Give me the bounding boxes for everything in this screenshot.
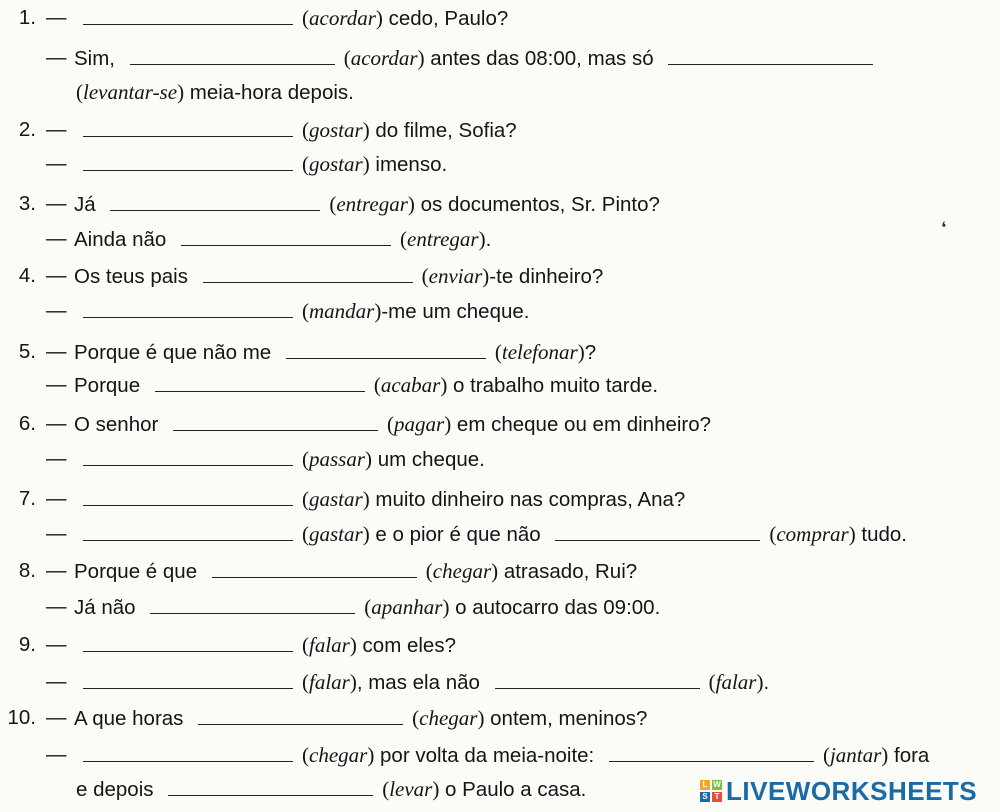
paren-close: ) (367, 743, 375, 767)
liveworksheets-logo-icon (700, 780, 722, 802)
verb-hint (495, 340, 585, 364)
answer-blank[interactable] (83, 650, 293, 652)
verb-infinitive: telefonar (501, 340, 578, 364)
line-content (74, 370, 658, 401)
exercise-line (0, 3, 1000, 33)
brand-text: LIVEWORKSHEETS (726, 775, 978, 806)
answer-blank[interactable] (83, 760, 293, 762)
paren-close: ) (177, 80, 185, 104)
exercise-line (0, 115, 1000, 145)
verb-infinitive: falar (309, 670, 350, 694)
paren-close: ) (374, 299, 382, 323)
verb-infinitive: chegar (419, 706, 478, 730)
paren-close: ) (444, 412, 452, 436)
paren-close: ) (478, 227, 486, 251)
line-content (74, 3, 508, 34)
verb-infinitive: falar (309, 633, 350, 657)
verb-hint (76, 80, 184, 104)
paren-close: ) (407, 192, 415, 216)
paren-open: ( (382, 777, 390, 801)
dialogue-dash: — (46, 670, 67, 693)
exercise-line (0, 43, 1000, 73)
answer-blank[interactable] (212, 576, 417, 578)
exercise-line (0, 224, 1000, 254)
dialogue-dash: — (46, 192, 67, 215)
answer-blank[interactable] (495, 687, 700, 689)
verb-infinitive: chegar (309, 743, 368, 767)
answer-blank[interactable] (83, 539, 293, 541)
sentence-text: Já (74, 193, 102, 216)
paren-close: ) (577, 340, 585, 364)
verb-hint (709, 670, 764, 694)
sentence-text: ontem, meninos? (484, 707, 648, 730)
paren-open: ( (822, 743, 830, 767)
exercise-number: 4. (18, 264, 36, 287)
paren-close: ) (756, 670, 764, 694)
sentence-text: O senhor (74, 413, 165, 436)
line-content (74, 484, 685, 515)
dialogue-dash: — (46, 340, 67, 363)
exercise-line (0, 667, 1000, 697)
sentence-text: muito dinheiro nas compras, Ana? (369, 488, 686, 511)
answer-blank[interactable] (609, 760, 814, 762)
verb-infinitive: enviar (428, 264, 483, 288)
verb-hint (302, 447, 372, 471)
verb-hint (769, 522, 855, 546)
line-content (74, 189, 660, 220)
verb-infinitive: levar (389, 777, 433, 801)
line-content (74, 592, 660, 623)
paren-open: ( (302, 299, 309, 323)
sentence-text: -me um cheque. (381, 300, 530, 323)
verb-infinitive: acordar (350, 46, 418, 70)
verb-hint (364, 595, 449, 619)
verb-hint (387, 412, 451, 436)
verb-hint (302, 670, 357, 694)
paren-close: ) (362, 487, 370, 511)
sentence-text: um cheque. (372, 448, 485, 471)
paren-open: ( (373, 373, 381, 397)
paren-open: ( (708, 670, 716, 694)
dialogue-dash: — (46, 373, 67, 396)
sentence-text: os documentos, Sr. Pinto? (414, 193, 660, 216)
sentence-text: meia-hora depois. (184, 81, 354, 104)
verb-infinitive: entregar (336, 192, 408, 216)
verb-infinitive: gostar (309, 152, 363, 176)
answer-blank[interactable] (198, 723, 403, 725)
answer-blank[interactable] (286, 357, 486, 359)
line-content (74, 556, 637, 587)
verb-hint (422, 264, 490, 288)
verb-infinitive: entregar (407, 227, 479, 251)
exercise-number: 7. (18, 487, 36, 510)
paren-open: ( (302, 670, 309, 694)
paren-close: ) (881, 743, 889, 767)
liveworksheets-logo (700, 774, 977, 808)
verb-hint (823, 743, 888, 767)
dialogue-dash: — (46, 633, 67, 656)
sentence-text: Porque é que (74, 560, 203, 583)
verb-infinitive: apanhar (371, 595, 443, 619)
paren-close: ) (362, 118, 370, 142)
exercise-line (0, 189, 1000, 219)
verb-hint (412, 706, 484, 730)
exercise-line (0, 484, 1000, 514)
exercise-number: 6. (18, 412, 36, 435)
verb-hint (382, 777, 439, 801)
sentence-text: o Paulo a casa. (439, 778, 587, 801)
dialogue-dash: — (46, 46, 67, 69)
dialogue-dash: — (46, 447, 67, 470)
logo-square: L (700, 780, 710, 790)
sentence-text: fora (888, 744, 930, 767)
line-content (74, 224, 491, 255)
exercise-line (0, 703, 1000, 733)
answer-blank[interactable] (83, 687, 293, 689)
dialogue-dash: — (46, 118, 67, 141)
sentence-text: Ainda não (74, 228, 173, 251)
paren-open: ( (421, 264, 429, 288)
answer-blank[interactable] (83, 464, 293, 466)
sentence-text: . (763, 671, 770, 694)
sentence-text: Sim, (74, 47, 121, 70)
paren-close: ) (442, 595, 450, 619)
verb-infinitive: jantar (829, 743, 882, 767)
exercise-line (0, 409, 1000, 439)
verb-hint (302, 633, 357, 657)
verb-infinitive: mandar (309, 299, 375, 323)
dialogue-dash: — (46, 706, 67, 729)
paren-open: ( (302, 6, 309, 30)
line-content (74, 519, 907, 550)
exercise-line (0, 592, 1000, 622)
line-content (74, 115, 517, 146)
line-content (74, 703, 647, 734)
sentence-text: Porque (74, 374, 146, 397)
exercise-number: 1. (18, 6, 36, 29)
verb-hint (302, 118, 370, 142)
line-content (74, 444, 485, 475)
verb-infinitive: falar (715, 670, 757, 694)
paren-close: ) (477, 706, 485, 730)
paren-open: ( (343, 46, 351, 70)
verb-infinitive: acordar (309, 6, 376, 30)
exercise-line (0, 630, 1000, 660)
line-content (74, 740, 929, 771)
verb-infinitive: chegar (432, 559, 492, 583)
paren-open: ( (425, 559, 433, 583)
line-content (76, 774, 586, 805)
answer-blank[interactable] (110, 209, 320, 211)
exercise-line (0, 370, 1000, 400)
sentence-text: antes das 08:00, mas só (424, 47, 660, 70)
line-content (74, 337, 596, 368)
answer-blank[interactable] (83, 169, 293, 171)
verb-hint (302, 152, 370, 176)
answer-blank[interactable] (555, 539, 760, 541)
paren-close: ) (432, 777, 440, 801)
verb-hint (302, 6, 383, 30)
verb-infinitive: comprar (776, 522, 849, 546)
sentence-text: , mas ela não (356, 671, 486, 694)
sentence-text: . (485, 228, 492, 251)
answer-blank[interactable] (155, 390, 365, 392)
dialogue-dash: — (46, 595, 67, 618)
paren-open: ( (302, 447, 309, 471)
verb-infinitive: gastar (309, 522, 363, 546)
dialogue-dash: — (46, 743, 67, 766)
exercise-line (0, 149, 1000, 179)
sentence-text: ? (584, 341, 597, 364)
paren-open: ( (400, 227, 408, 251)
exercise-line (0, 296, 1000, 326)
dialogue-dash: — (46, 412, 67, 435)
paren-close: ) (417, 46, 425, 70)
paren-open: ( (769, 522, 777, 546)
exercise-number: 10. (7, 706, 36, 729)
verb-hint (302, 522, 370, 546)
answer-blank[interactable] (203, 281, 413, 283)
paren-open: ( (76, 80, 83, 104)
verb-hint (302, 743, 374, 767)
exercise-number: 3. (18, 192, 36, 215)
dialogue-dash: — (46, 522, 67, 545)
sentence-text: cedo, Paulo? (382, 7, 509, 30)
line-content (74, 630, 456, 661)
sentence-text: o trabalho muito tarde. (447, 374, 659, 397)
sentence-text: Já não (74, 596, 142, 619)
line-content (74, 667, 769, 698)
verb-hint (426, 559, 498, 583)
paren-close: ) (375, 6, 383, 30)
line-content (74, 149, 447, 180)
exercise-line (0, 444, 1000, 474)
sentence-text: do filme, Sofia? (369, 119, 517, 142)
verb-infinitive: passar (309, 447, 366, 471)
verb-hint (302, 299, 381, 323)
line-content (74, 296, 529, 327)
scan-speck: ❛ (941, 220, 947, 237)
exercise-line (0, 740, 1000, 770)
answer-blank[interactable] (181, 244, 391, 246)
sentence-text: com eles? (356, 634, 456, 657)
exercise-line (0, 519, 1000, 549)
exercise-line (0, 261, 1000, 291)
verb-hint (400, 227, 486, 251)
answer-blank[interactable] (150, 612, 355, 614)
verb-infinitive: gostar (309, 118, 363, 142)
exercise-number: 8. (18, 559, 36, 582)
answer-blank[interactable] (668, 63, 873, 65)
paren-close: ) (491, 559, 499, 583)
paren-close: ) (482, 264, 490, 288)
sentence-text: e o pior é que não (369, 523, 547, 546)
paren-close: ) (349, 633, 357, 657)
verb-hint (374, 373, 448, 397)
logo-square: S (700, 792, 710, 802)
paren-open: ( (302, 743, 309, 767)
sentence-text: tudo. (855, 523, 907, 546)
sentence-text: em cheque ou em dinheiro? (451, 413, 712, 436)
dialogue-dash: — (46, 299, 67, 322)
exercise-line (0, 556, 1000, 586)
paren-close: ) (349, 670, 357, 694)
paren-open: ( (494, 340, 502, 364)
answer-blank[interactable] (168, 794, 373, 796)
paren-open: ( (302, 152, 309, 176)
exercise-number: 9. (18, 633, 36, 656)
dialogue-dash: — (46, 264, 67, 287)
sentence-text: imenso. (369, 153, 448, 176)
answer-blank[interactable] (173, 429, 378, 431)
verb-infinitive: acabar (380, 373, 441, 397)
sentence-text: o autocarro das 09:00. (449, 596, 661, 619)
line-content (76, 77, 354, 108)
answer-blank[interactable] (83, 23, 293, 25)
sentence-text: Os teus pais (74, 265, 194, 288)
exercise-number: 2. (18, 118, 36, 141)
verb-infinitive: levantar-se (83, 80, 178, 104)
verb-hint (344, 46, 425, 70)
sentence-text: -te dinheiro? (489, 265, 604, 288)
paren-close: ) (365, 447, 373, 471)
logo-square: W (713, 780, 721, 789)
sentence-text: por volta da meia-noite: (374, 744, 600, 767)
line-content (74, 43, 882, 74)
answer-blank[interactable] (83, 135, 293, 137)
sentence-text: e depois (76, 778, 160, 801)
paren-close: ) (848, 522, 856, 546)
dialogue-dash: — (46, 6, 67, 29)
paren-open: ( (412, 706, 420, 730)
paren-open: ( (302, 633, 309, 657)
answer-blank[interactable] (83, 504, 293, 506)
paren-close: ) (362, 152, 370, 176)
paren-open: ( (387, 412, 395, 436)
dialogue-dash: — (46, 152, 67, 175)
paren-open: ( (302, 487, 309, 511)
sentence-text: A que horas (74, 707, 190, 730)
verb-infinitive: gastar (309, 487, 363, 511)
dialogue-dash: — (46, 559, 67, 582)
sentence-text: Porque é que não me (74, 341, 277, 364)
verb-hint (329, 192, 415, 216)
paren-close: ) (362, 522, 370, 546)
paren-close: ) (440, 373, 448, 397)
paren-open: ( (329, 192, 337, 216)
logo-square: T (712, 792, 722, 802)
answer-blank[interactable] (130, 63, 335, 65)
dialogue-dash: — (46, 487, 67, 510)
answer-blank[interactable] (83, 316, 293, 318)
exercise-line (0, 77, 1000, 107)
line-content (74, 409, 711, 440)
dialogue-dash: — (46, 227, 67, 250)
exercise-number: 5. (18, 340, 36, 363)
sentence-text: atrasado, Rui? (498, 560, 638, 583)
paren-open: ( (364, 595, 372, 619)
paren-open: ( (302, 522, 309, 546)
paren-open: ( (302, 118, 309, 142)
exercise-line (0, 337, 1000, 367)
line-content (74, 261, 603, 292)
verb-infinitive: pagar (394, 412, 445, 436)
verb-hint (302, 487, 370, 511)
